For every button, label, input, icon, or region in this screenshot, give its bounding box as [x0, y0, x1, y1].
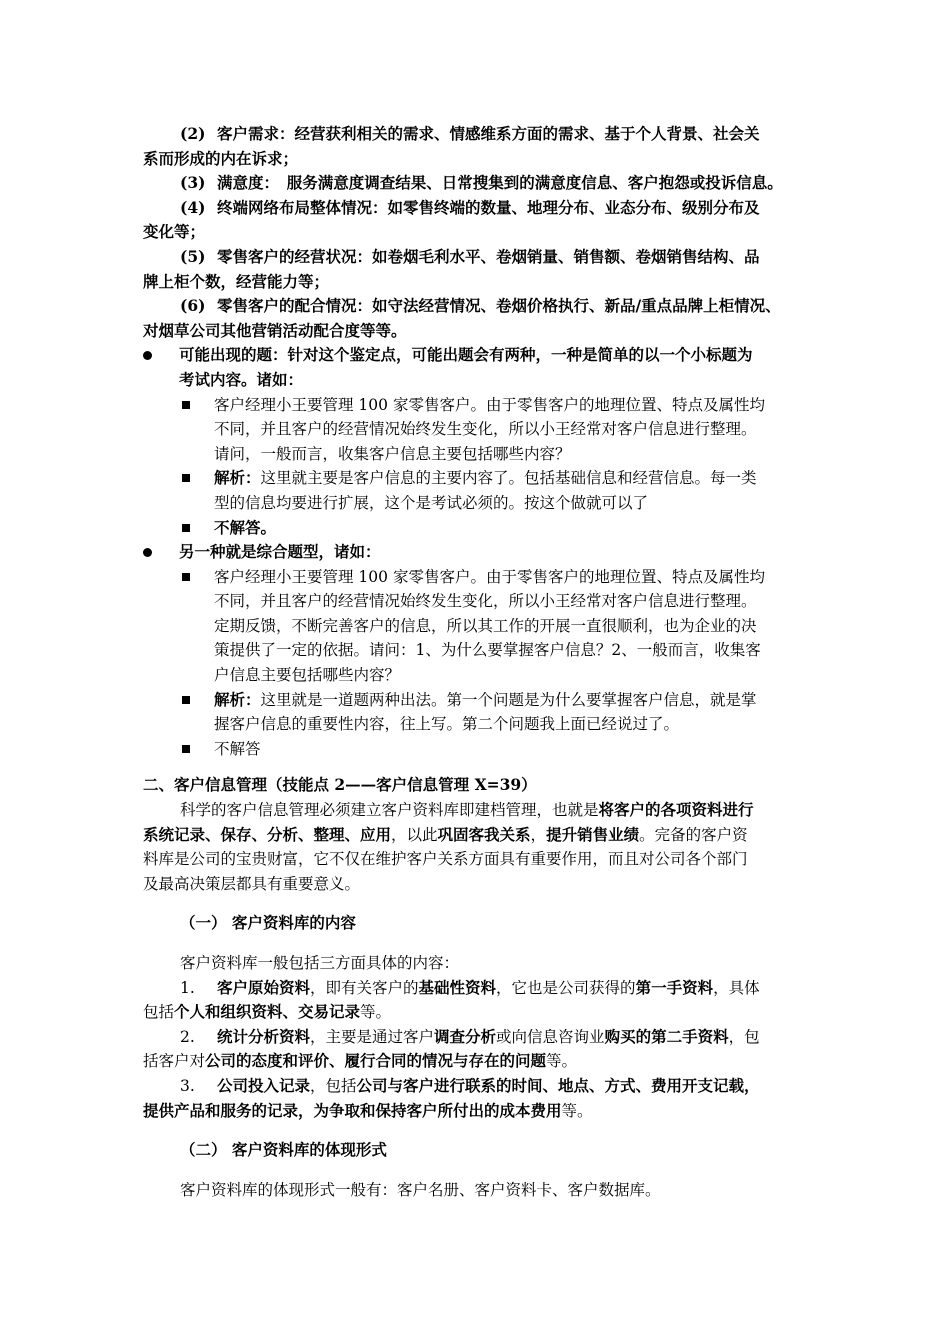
- item-6-cont: 对烟草公司其他营销活动配合度等等。: [143, 320, 407, 340]
- spacer: [143, 1163, 811, 1178]
- square-bullet-icon: [182, 745, 190, 753]
- spacer: [143, 896, 811, 911]
- sub-bullet-item: 解析：这里就主要是客户信息的主要内容了。包括基础信息和经营信息。每一类: [143, 466, 811, 491]
- subsection-heading: （二） 客户资料库的体现形式: [180, 1140, 387, 1160]
- bullet-item: 另一种就是综合题型，诸如：: [143, 540, 811, 565]
- numbered-item-1: 1. 客户原始资料，即有关客户的基础性资料，它也是公司获得的第一手资料，具体: [180, 977, 760, 997]
- sub-bullet-item: 不解答。: [143, 516, 811, 541]
- sub-bullet-item: 解析：这里就是一道题两种出法。第一个问题是为什么要掌握客户信息，就是掌: [143, 688, 811, 713]
- square-bullet-icon: [182, 696, 190, 704]
- sub-bullet-cont: 不同，并且客户的经营情况始终发生变化，所以小王经常对客户信息进行整理。: [214, 592, 757, 611]
- item-2: (2) 客户需求：经营获利相关的需求、情感维系方面的需求、基于个人背景、社会关: [180, 124, 760, 143]
- square-bullet-icon: [182, 401, 190, 409]
- item-6: (6) 零售客户的配合情况：如守法经营情况、卷烟价格执行、新品/重点品牌上柜情况、: [180, 296, 781, 316]
- sub-bullet-item: 不解答: [143, 737, 811, 762]
- paragraph: 客户资料库一般包括三方面具体的内容：: [180, 954, 460, 972]
- sub-bullet-cont: 握客户信息的重要性内容，往上写。第二个问题我上面已经说过了。: [214, 715, 680, 734]
- bullet-item-cont: 考试内容。诸如：: [179, 369, 304, 389]
- sub-bullet-cont: 户信息主要包括哪些内容？: [214, 666, 401, 685]
- paragraph: 科学的客户信息管理必须建立客户资料库即建档管理，也就是将客户的各项资料进行: [180, 800, 754, 820]
- paragraph: 客户资料库的体现形式一般有：客户名册、客户资料卡、客户数据库。: [180, 1180, 661, 1199]
- square-bullet-icon: [182, 524, 190, 532]
- sub-bullet-cont: 请问，一般而言，收集客户信息主要包括哪些内容？: [214, 444, 571, 463]
- bullet-dot-icon: [143, 351, 152, 360]
- item-4: (4) 终端网络布局整体情况：如零售终端的数量、地理分布、业态分布、级别分布及: [180, 197, 760, 217]
- item-3: (3) 满意度： 服务满意度调查结果、日常搜集到的满意度信息、客户抱怨或投诉信息。: [180, 173, 783, 193]
- numbered-item-1-cont: 包括个人和组织资料、交易记录等。: [143, 1002, 392, 1022]
- sub-bullet-item: 客户经理小王要管理 100 家零售客户。由于零售客户的地理位置、特点及属性均: [143, 393, 811, 418]
- spacer: [143, 936, 811, 951]
- bullet-item: 可能出现的题：针对这个鉴定点，可能出题会有两种，一种是简单的以一个小标题为: [143, 343, 811, 368]
- numbered-item-3-cont: 提供产品和服务的记录，为争取和保持客户所付出的成本费用等。: [143, 1100, 593, 1120]
- section-heading: 二、客户信息管理（技能点 2——客户信息管理 X=39）: [143, 775, 537, 795]
- spacer: [143, 761, 811, 773]
- spacer: [143, 1123, 811, 1138]
- paragraph-cont: 料库是公司的宝贵财富，它不仅在维护客户关系方面具有重要作用，而且对公司各个部门: [143, 850, 748, 869]
- paragraph-cont: 及最高决策层都具有重要意义。: [143, 874, 361, 893]
- item-5-cont: 牌上柜个数，经营能力等；: [143, 271, 330, 291]
- numbered-item-2: 2. 统计分析资料，主要是通过客户调查分析或向信息咨询业购买的第二手资料，包: [180, 1026, 760, 1046]
- sub-bullet-item: 客户经理小王要管理 100 家零售客户。由于零售客户的地理位置、特点及属性均: [143, 565, 811, 590]
- item-4-cont: 变化等；: [143, 222, 206, 242]
- square-bullet-icon: [182, 573, 190, 581]
- paragraph-cont: 系统记录、保存、分析、整理、应用，以此巩固客我关系，提升销售业绩。完备的客户资: [143, 824, 748, 844]
- numbered-item-3: 3. 公司投入记录，包括公司与客户进行联系的时间、地点、方式、费用开支记载，: [180, 1075, 760, 1095]
- item-2-cont: 系而形成的内在诉求；: [143, 148, 299, 168]
- sub-bullet-cont: 策提供了一定的依据。请问：1、为什么要掌握客户信息？2、一般而言，收集客: [214, 641, 761, 660]
- document-body: [143, 122, 811, 1202]
- numbered-item-2-cont: 括客户对公司的态度和评价、履行合同的情况与存在的问题等。: [143, 1051, 578, 1071]
- square-bullet-icon: [182, 474, 190, 482]
- sub-bullet-cont: 型的信息均要进行扩展，这个是考试必须的。按这个做就可以了: [214, 493, 649, 512]
- bullet-dot-icon: [143, 548, 152, 557]
- item-5: (5) 零售客户的经营状况：如卷烟毛利水平、卷烟销量、销售额、卷烟销售结构、品: [180, 246, 760, 266]
- sub-bullet-cont: 定期反馈，不断完善客户的信息，所以其工作的开展一直很顺利，也为企业的决: [214, 616, 757, 635]
- sub-bullet-cont: 不同，并且客户的经营情况始终发生变化，所以小王经常对客户信息进行整理。: [214, 420, 757, 439]
- subsection-heading: （一） 客户资料库的内容: [180, 913, 356, 933]
